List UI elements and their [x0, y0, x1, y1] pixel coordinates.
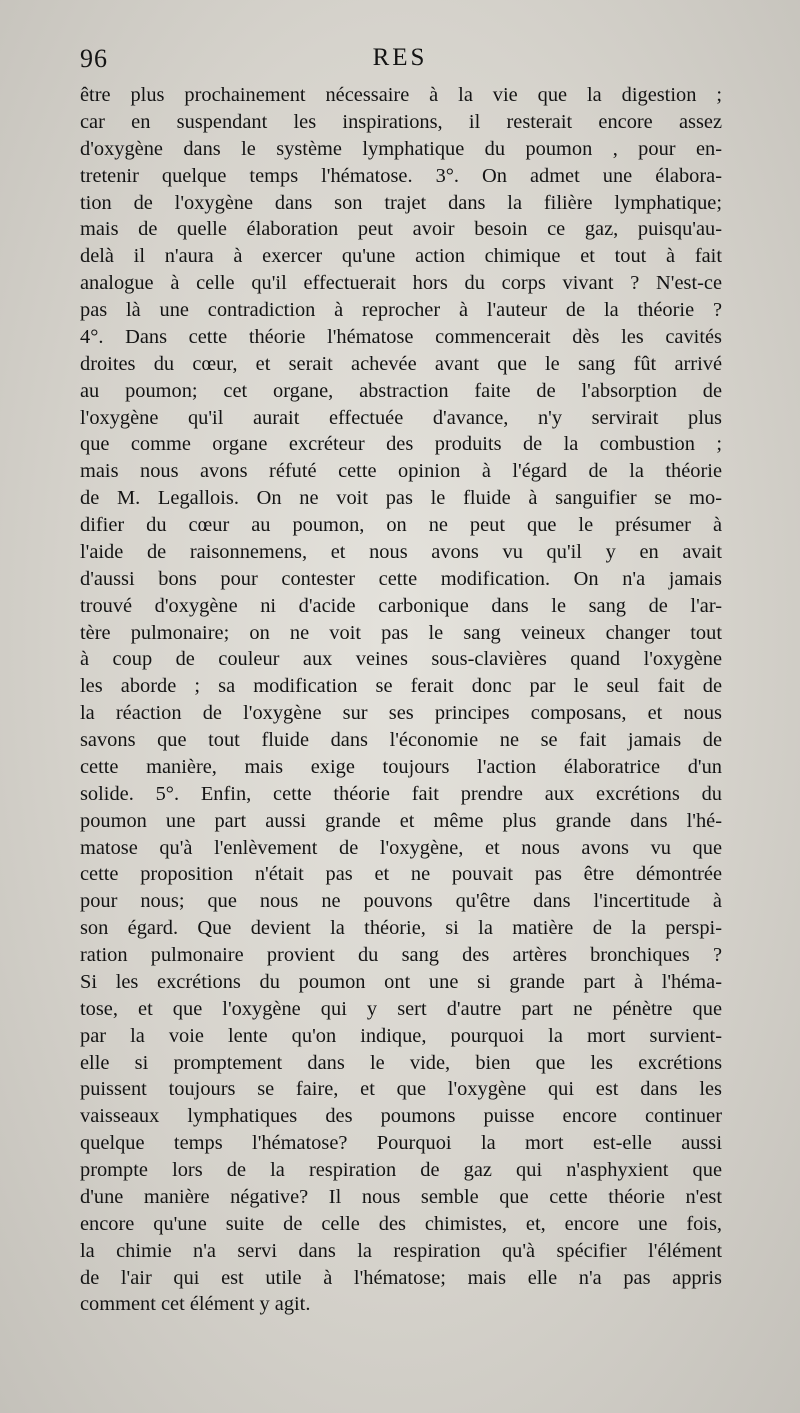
- text-line: la chimie n'a servi dans la respiration qu'à spécifier l'élément: [80, 1239, 722, 1262]
- text-line: d'oxygène dans le système lymphatique du poumon , pour en-: [80, 137, 722, 160]
- text-line: vaisseaux lymphatiques des poumons puisse encore continuer: [80, 1105, 722, 1128]
- running-head: RES: [372, 44, 428, 71]
- text-line: d'une manière négative? Il nous semble que cette théorie n'est: [80, 1185, 722, 1208]
- text-line: droites du cœur, et serait achevée avant que le sang fût arrivé: [80, 352, 722, 375]
- text-line: encore qu'une suite de celle des chimistes, et, encore une fois,: [80, 1212, 722, 1235]
- text-line: difier du cœur au poumon, on ne peut que le présumer à: [80, 514, 722, 536]
- text-line: tose, et que l'oxygène qui y sert d'autre part ne pénètre que: [80, 997, 722, 1020]
- text-line: par la voie lente qu'on indique, pourquoi la mort survient-: [80, 1024, 722, 1047]
- text-line: solide. 5°. Enfin, cette théorie fait prendre aux excrétions du: [80, 782, 722, 805]
- text-line: trouvé d'oxygène ni d'acide carbonique dans le sang de l'ar-: [80, 594, 722, 617]
- text-line: puissent toujours se faire, et que l'oxygène qui est dans les: [80, 1078, 722, 1101]
- text-line: pour nous; que nous ne pouvons qu'être dans l'incertitude à: [80, 890, 722, 913]
- text-line: d'aussi bons pour contester cette modification. On n'a jamais: [80, 567, 722, 590]
- text-line-last: comment cet élément y agit.: [80, 1293, 311, 1316]
- text-line: tion de l'oxygène dans son trajet dans la filière lymphatique;: [80, 191, 722, 214]
- text-line: de M. Legallois. On ne voit pas le fluide à sanguifier se mo-: [80, 487, 722, 510]
- text-line: au poumon; cet organe, abstraction faite de l'absorption de: [80, 379, 722, 402]
- text-line: 4°. Dans cette théorie l'hématose commencerait dès les cavités: [80, 325, 722, 348]
- text-line: prompte lors de la respiration de gaz qui n'asphyxient que: [80, 1159, 722, 1181]
- text-line: son égard. Que devient la théorie, si la matière de la perspi-: [80, 917, 722, 940]
- text-line: Si les excrétions du poumon ont une si grande part à l'héma-: [80, 970, 722, 993]
- text-line: mais nous avons réfuté cette opinion à l'égard de la théorie: [80, 460, 722, 483]
- text-line: être plus prochainement nécessaire à la vie que la digestion ;: [80, 84, 722, 106]
- text-line: ration pulmonaire provient du sang des artères bronchiques ?: [80, 944, 722, 966]
- text-line: poumon une part aussi grande et même plus grande dans l'hé-: [80, 809, 722, 832]
- text-line: cette proposition n'était pas et ne pouvait pas être démontrée: [80, 863, 722, 886]
- text-line: matose qu'à l'enlèvement de l'oxygène, et nous avons vu que: [80, 836, 722, 859]
- text-line: les aborde ; sa modification se ferait donc par le seul fait de: [80, 675, 722, 698]
- text-line: elle si promptement dans le vide, bien que les excrétions: [80, 1051, 722, 1074]
- text-line: delà il n'aura à exercer qu'une action chimique et tout à fait: [80, 245, 722, 268]
- text-line: analogue à celle qu'il effectuerait hors du corps vivant ? N'est-ce: [80, 272, 722, 295]
- text-line: tretenir quelque temps l'hématose. 3°. On admet une élabora-: [80, 164, 722, 187]
- text-line: à coup de couleur aux veines sous-clavières quand l'oxygène: [80, 648, 722, 671]
- text-line: savons que tout fluide dans l'économie ne se fait jamais de: [80, 729, 722, 751]
- text-line: mais de quelle élaboration peut avoir besoin ce gaz, puisqu'au-: [80, 218, 722, 241]
- page-number: 96: [80, 44, 108, 73]
- body-text: [80, 82, 722, 1318]
- text-line: quelque temps l'hématose? Pourquoi la mort est-elle aussi: [80, 1132, 722, 1155]
- text-line: de l'air qui est utile à l'hématose; mais elle n'a pas appris: [80, 1266, 722, 1289]
- text-line: l'oxygène qu'il aurait effectuée d'avance, n'y servirait plus: [80, 406, 722, 429]
- text-line: la réaction de l'oxygène sur ses principes composans, et nous: [80, 702, 722, 725]
- page-header: [80, 44, 720, 84]
- text-line: tère pulmonaire; on ne voit pas le sang veineux changer tout: [80, 621, 722, 644]
- text-line: car en suspendant les inspirations, il resterait encore assez: [80, 110, 722, 133]
- text-line: l'aide de raisonnemens, et nous avons vu qu'il y en avait: [80, 540, 722, 563]
- text-line: que comme organe excréteur des produits de la combustion ;: [80, 433, 722, 456]
- text-line: cette manière, mais exige toujours l'action élaboratrice d'un: [80, 755, 722, 778]
- text-line: pas là une contradiction à reprocher à l'auteur de la théorie ?: [80, 299, 722, 321]
